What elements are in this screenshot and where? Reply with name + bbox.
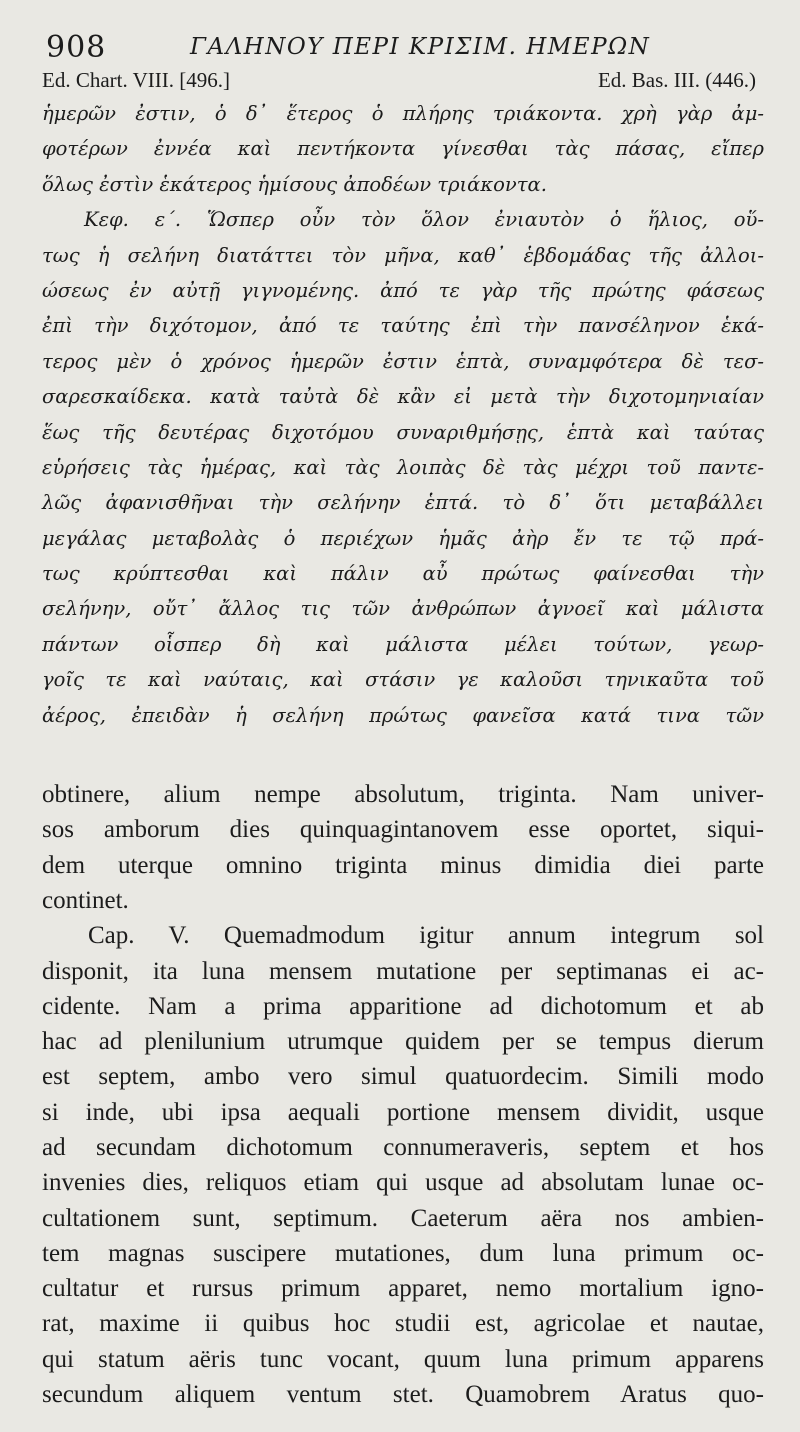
edition-references bbox=[42, 68, 764, 96]
latin-line: rat, maxime ii quibus hoc studii est, agricolae et nautae, bbox=[42, 1310, 764, 1338]
greek-line: τερος μὲν ὁ χρόνος ἡμερῶν ἐστιν ἑπτὰ, συναμφότερα δὲ τεσ- bbox=[42, 349, 764, 373]
greek-line: ώσεως ἐν αὐτῇ γιγνομένης. ἀπό τε γὰρ τῆς πρώτης φάσεως bbox=[42, 278, 764, 302]
latin-line: secundum aliquem ventum stet. Quamobrem Aratus quo- bbox=[42, 1381, 764, 1409]
latin-line: tem magnas suscipere mutationes, dum luna primum oc- bbox=[42, 1239, 764, 1267]
section-gap bbox=[42, 733, 764, 777]
latin-line: invenies dies, reliquos etiam qui usque ad absolutam lunae oc- bbox=[42, 1169, 764, 1197]
latin-line: si inde, ubi ipsa aequali portione mensem dividit, usque bbox=[42, 1098, 764, 1126]
running-title: ΓΑΛΗΝΟΥ ΠΕΡΙ ΚΡΙΣΙΜ. ΗΜΕΡΩΝ bbox=[190, 34, 651, 60]
greek-line: σαρεσκαίδεκα. κατὰ ταὐτὰ δὲ κἂν εἰ μετὰ τὴν διχοτομηνιαίαν bbox=[42, 385, 764, 409]
greek-line: μεγάλας μεταβολὰς ὁ περιέχων ἡμᾶς ἀὴρ ἔν τε τῷ πρά- bbox=[42, 526, 764, 550]
greek-line: λῶς ἀφανισθῆναι τὴν σελήνην ἑπτά. τὸ δ᾽ ὅτι μεταβάλλει bbox=[42, 491, 764, 515]
latin-line: cultatur et rursus primum apparet, nemo mortalium igno- bbox=[42, 1275, 764, 1303]
latin-text bbox=[42, 777, 764, 1412]
latin-line: est septem, ambo vero simul quatuordecim. Simili modo bbox=[42, 1063, 764, 1091]
latin-line: dem uterque omnino triginta minus dimidia diei parte bbox=[42, 851, 764, 879]
latin-line: qui statum aëris tunc vocant, quum luna primum apparens bbox=[42, 1345, 764, 1373]
latin-line: ad secundam dichotomum connumeraveris, septem et hos bbox=[42, 1134, 764, 1161]
latin-line: sos amborum dies quinquagintanovem esse oportet, siqui- bbox=[42, 816, 764, 844]
greek-line: ἡμερῶν ἐστιν, ὁ δ᾽ ἕτερος ὁ πλήρης τριάκοντα. χρὴ γὰρ ἀμ- bbox=[42, 102, 764, 125]
latin-line: cultationem sunt, septimum. Caeterum aëra nos ambien- bbox=[42, 1204, 764, 1232]
greek-text bbox=[42, 96, 764, 733]
edition-right: Ed. Bas. III. (446.) bbox=[597, 68, 756, 92]
greek-line: ἐπὶ τὴν διχότομον, ἀπό τε ταύτης ἐπὶ τὴν πανσέληνον ἑκά- bbox=[42, 314, 764, 338]
greek-line: τως ἡ σελήνη διατάττει τὸν μῆνα, καθ᾽ ἑβδομάδας τῆς ἀλλοι- bbox=[42, 243, 764, 267]
greek-line: Κεφ. ε΄. Ὥσπερ οὖν τὸν ὅλον ἐνιαυτὸν ὁ ἥλιος, οὕ- bbox=[84, 208, 764, 232]
greek-line: ἕως τῆς δευτέρας διχοτόμου συναριθμήσῃς, ἑπτὰ καὶ ταύτας bbox=[42, 420, 764, 444]
greek-line: εὑρήσεις τὰς ἡμέρας, καὶ τὰς λοιπὰς δὲ τὰς μέχρι τοῦ παντε- bbox=[42, 455, 764, 479]
greek-line: γοῖς τε καὶ ναύταις, καὶ στάσιν γε καλοῦσι τηνικαῦτα τοῦ bbox=[42, 668, 764, 692]
edition-left: Ed. Chart. VIII. [496.] bbox=[42, 68, 230, 92]
greek-line: σελήνην, οὔτ᾽ ἄλλος τις τῶν ἀνθρώπων ἀγνοεῖ καὶ μάλιστα bbox=[42, 597, 764, 621]
greek-line: πάντων οἷσπερ δὴ καὶ μάλιστα μέλει τούτων, γεωρ- bbox=[42, 632, 764, 656]
page-header bbox=[42, 26, 764, 70]
greek-line: φοτέρων ἐννέα καὶ πεντήκοντα γίνεσθαι τὰς πάσας, εἴπερ bbox=[42, 137, 764, 161]
greek-line: ὅλως ἐστὶν ἑκάτερος ἡμίσους ἀποδέων τριάκοντα. bbox=[42, 172, 547, 196]
latin-line: obtinere, alium nempe absolutum, triginta. Nam univer- bbox=[42, 781, 764, 809]
page-number: 908 bbox=[46, 30, 107, 65]
latin-line: hac ad plenilunium utrumque quidem per se tempus dierum bbox=[42, 1028, 764, 1056]
greek-line: ἀέρος, ἐπειδὰν ἡ σελήνη πρώτως φανεῖσα κατά τινα τῶν bbox=[42, 703, 764, 727]
latin-line: disponit, ita luna mensem mutatione per septimanas ei ac- bbox=[42, 957, 764, 985]
greek-line: τως κρύπτεσθαι καὶ πάλιν αὖ πρώτως φαίνεσθαι τὴν bbox=[42, 562, 764, 586]
latin-line: cidente. Nam a prima apparitione ad dichotomum et ab bbox=[42, 992, 764, 1020]
latin-line: Cap. V. Quemadmodum igitur annum integrum sol bbox=[88, 922, 764, 950]
latin-line: continet. bbox=[42, 886, 129, 914]
